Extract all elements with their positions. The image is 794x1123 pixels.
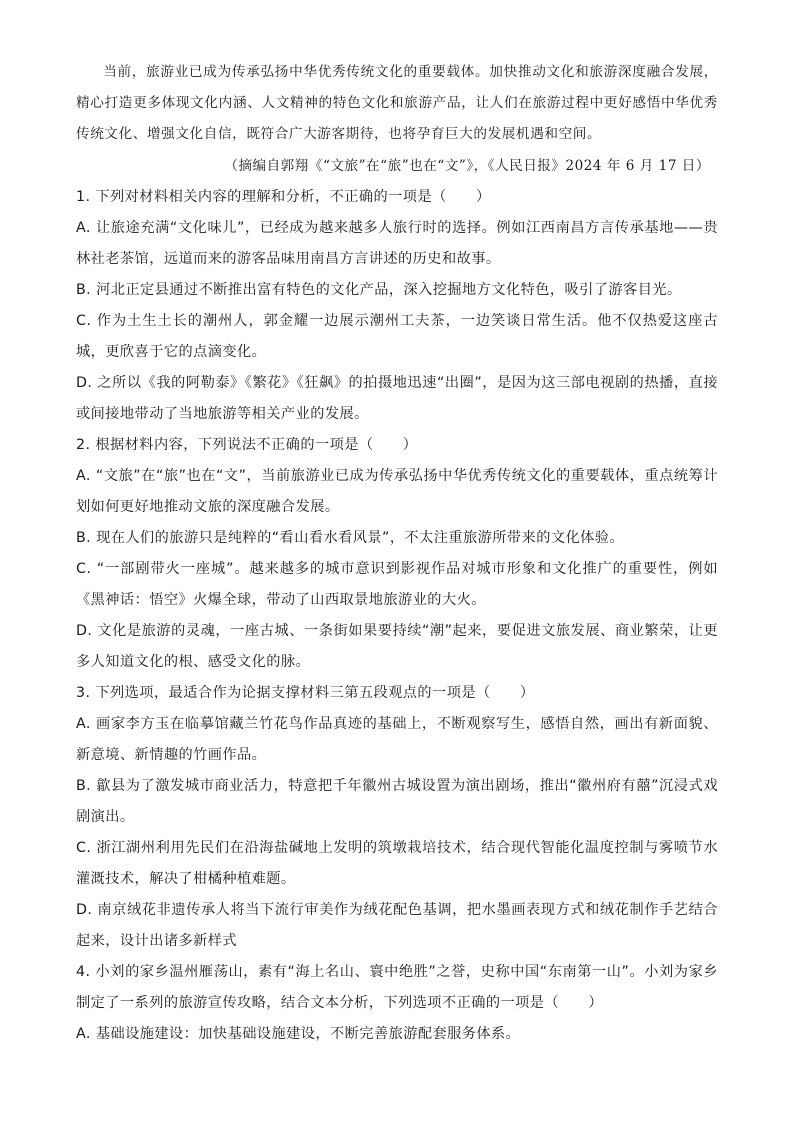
question-stem: 1. 下列对材料相关内容的理解和分析，不正确的一项是（ ） bbox=[76, 189, 491, 205]
question-stem: 3. 下列选项，最适合作为论据支撑材料三第五段观点的一项是（ ） bbox=[76, 685, 535, 701]
option-c: C. 浙江湖州利用先民们在沿海盐碱地上发明的筑墩栽培技术，结合现代智能化温度控制与雾喷节水灌溉技术，解决了柑橘种植难题。 bbox=[76, 840, 718, 887]
option-c: C. “一部剧带火一座城”。越来越多的城市意识到影视作品对城市形象和文化推广的重要性，例如《黑神话：悟空》火爆全球，带动了山西取景地旅游业的大火。 bbox=[76, 561, 718, 608]
question-1 bbox=[76, 182, 718, 430]
option-b: B. 歙县为了激发城市商业活力，特意把千年徽州古城设置为演出剧场，推出“徽州府有囍”沉浸式戏剧演出。 bbox=[76, 778, 718, 825]
option-d: D. 南京绒花非遗传承人将当下流行审美作为绒花配色基调，把水墨画表现方式和绒花制作手艺结合起来，设计出诸多新样式 bbox=[76, 902, 718, 949]
option-a: A. 让旅途充满“文化味儿”，已经成为越来越多人旅行时的选择。例如江西南昌方言传承基地——贵林社老茶馆，远道而来的游客品味用南昌方言讲述的历史和故事。 bbox=[76, 220, 718, 267]
question-stem: 2. 根据材料内容，下列说法不正确的一项是（ ） bbox=[76, 437, 418, 453]
passage-paragraph: 当前，旅游业已成为传承弘扬中华优秀传统文化的重要载体。加快推动文化和旅游深度融合发展，精心打造更多体现文化内涵、人文精神的特色文化和旅游产品，让人们在旅游过程中更好感悟中华优秀传统文化、增强文化自信，既符合广大游客期待，也将孕育巨大的发展机遇和空间。 bbox=[76, 64, 718, 142]
option-a: A. “文旅”在“旅”也在“文”，当前旅游业已成为传承弘扬中华优秀传统文化的重要载体，重点统筹计划如何更好地推动文旅的深度融合发展。 bbox=[76, 468, 718, 515]
option-a: A. 基础设施建设：加快基础设施建设，不断完善旅游配套服务体系。 bbox=[76, 1026, 521, 1042]
question-stem: 4. 小刘的家乡温州雁荡山，素有“海上名山、寰中绝胜”之誉，史称中国“东南第一山”。小刘为家乡制定了一系列的旅游宣传攻略，结合文本分析，下列选项不正确的一项是（ ） bbox=[76, 964, 718, 1011]
question-2 bbox=[76, 430, 718, 678]
option-b: B. 现在人们的旅游只是纯粹的“看山看水看风景”，不太注重旅游所带来的文化体验。 bbox=[76, 530, 625, 546]
option-b: B. 河北正定县通过不断推出富有特色的文化产品，深入挖掘地方文化特色，吸引了游客目光。 bbox=[76, 282, 682, 298]
option-c: C. 作为土生土长的潮州人，郭金耀一边展示潮州工夫茶，一边笑谈日常生活。他不仅热爱这座古城，更欣喜于它的点滴变化。 bbox=[76, 313, 718, 360]
option-d: D. 之所以《我的阿勒泰》《繁花》《狂飙》的拍摄地迅速“出圈”，是因为这三部电视剧的热播，直接或间接地带动了当地旅游等相关产业的发展。 bbox=[76, 375, 718, 422]
question-3 bbox=[76, 678, 718, 957]
passage-source: （摘编自郭翔《“文旅”在“旅”也在“文”》，《人民日报》2024 年 6 月 17 日） bbox=[224, 158, 710, 174]
option-d: D. 文化是旅游的灵魂，一座古城、一条街如果要持续“潮”起来，要促进文旅发展、商业繁荣，让更多人知道文化的根、感受文化的脉。 bbox=[76, 623, 718, 670]
question-list bbox=[76, 182, 718, 1050]
question-4 bbox=[76, 957, 718, 1050]
option-a: A. 画家李方玉在临摹馆藏兰竹花鸟作品真迹的基础上，不断观察写生，感悟自然，画出有新面貌、新意境、新情趣的竹画作品。 bbox=[76, 716, 718, 763]
